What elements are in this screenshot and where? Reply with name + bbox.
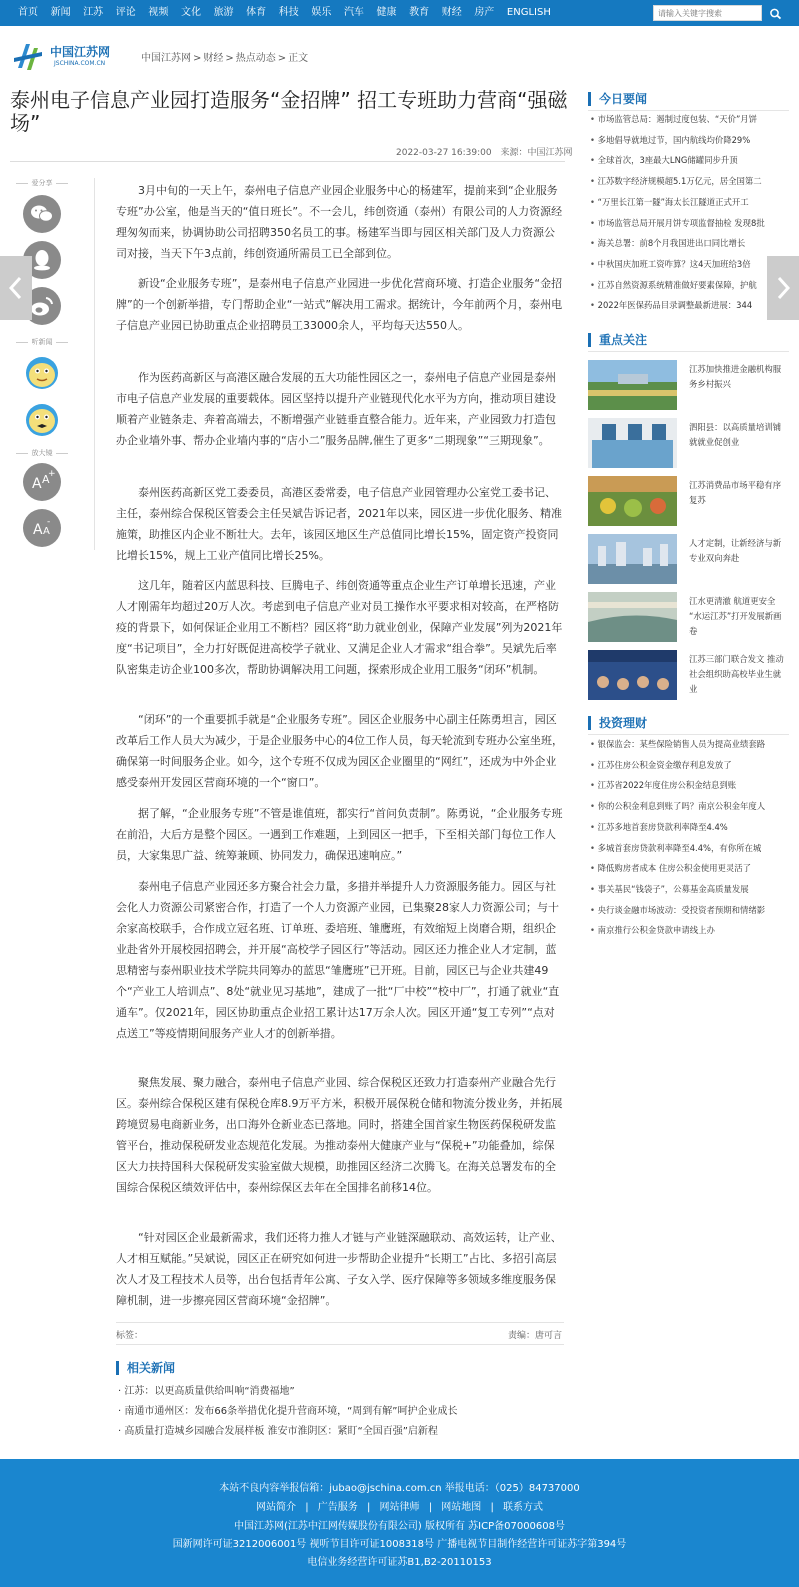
footer-separator: |	[490, 1502, 494, 1513]
finance-news-item[interactable]: • 江苏住房公积金资金缴存利息发放了	[590, 755, 789, 776]
today-news-item[interactable]: • 江苏自然资源系统精准做好要素保障，护航	[590, 275, 789, 296]
focus-item[interactable]	[588, 476, 789, 526]
today-news-item[interactable]: • 中秋国庆加班工资咋算？这4天加班给3倍	[590, 254, 789, 275]
logo-subtext: JSCHINA.COM.CN	[54, 60, 106, 67]
tags-divider	[116, 1344, 564, 1345]
article-paragraph: “针对园区企业最新需求，我们还将力推人才链与产业链深融联动、高效运转，让产业、人才相互赋能。”吴斌说，园区正在研究如何进一步帮助企业提升“长期工”占比、多招引高层次人才及工程技术人员等，出台包括青年公寓、子女入学、医疗保障等多领域多维度服务保障机制，进一步擦亮园区营商环境“金招牌”。	[116, 1231, 562, 1307]
article-paragraph: “闭环”的一个重要抓手就是“企业服务专班”。园区企业服务中心副主任陈勇坦言，园区改革后工作人员大为减少，于是企业服务中心的4位工作人员，每天轮流到专班办公室坐班，确保第一时间服务企业。如今，这个专班不仅成为园区企业圈里的“网红”，还成为中外企业感受泰州开发园区营商环境的一个“窗口”。	[116, 713, 563, 789]
article-paragraph: 作为医药高新区与高港区融合发展的五大功能性园区之一，泰州电子信息产业园是泰州市电子信息产业发展的重要载体。园区坚持以提升产业链现代化水平为方向，推动项目建设顺着产业链条走、奔着高端去，不断增强产业链垂直整合能力。近年来，产业园致力打造包办企业墙外事、帮办企业墙内事的“店小二”服务品牌,催生了更多“二期现象”“三期现象”。	[116, 371, 556, 447]
publish-date: 2022-03-27 16:39:00	[396, 148, 492, 158]
font-increase-icon	[23, 463, 61, 501]
nav-item[interactable]: 体育	[246, 7, 267, 18]
focus-thumbnail	[588, 476, 677, 526]
footer-license: 电信业务经营许可证苏B1,B2-20110153	[307, 1557, 492, 1568]
previous-article-button[interactable]	[0, 256, 32, 320]
nav-item[interactable]: 旅游	[213, 7, 234, 18]
related-news-item[interactable]: · 江苏：以更高质量供给叫响“消费福地”	[118, 1382, 457, 1402]
article-paragraph: 这几年，随着区内蓝思科技、巨腾电子、纬创资通等重点企业生产订单增长迅速，产业人才刚需年均超过20万人次。考虑到电子信息产业对员工操作水平要求相对较高，在严格防疫的背景下，如何保证企业用工不断档？园区将“助力就业创业，保障产业发展”列为2021年度“书记项目”，全力打好既促进高校学子就业、又满足企业人才需求“组合拳”。吴斌先后率队密集走访企业100多次，帮助协调解决用工问题，探索形成企业用工服务“闭环”机制。	[116, 579, 563, 676]
breadcrumb-home[interactable]: 中国江苏网	[141, 53, 191, 64]
main-nav	[18, 0, 563, 26]
wechat-icon	[23, 195, 61, 233]
focus-caption: 江苏三部门联合发文 推动社会组织助高校毕业生就业	[689, 654, 784, 694]
related-news-item[interactable]: · 高质量打造城乡园融合发展样板 淮安市淮阴区：紧盯“全国百强”启新程	[118, 1422, 457, 1442]
finance-news-list	[590, 734, 789, 941]
breadcrumb-finance[interactable]: 财经	[203, 53, 224, 64]
font-decrease-icon	[23, 509, 61, 547]
nav-item[interactable]: 健康	[376, 7, 397, 18]
logo-mark-icon	[12, 38, 48, 74]
font-decrease-button[interactable]	[23, 509, 61, 547]
chevron-left-icon	[0, 256, 32, 320]
focus-title: 重点关注	[588, 333, 647, 347]
zoom-label: 放大镜	[12, 448, 72, 458]
footer-link-contact[interactable]: 联系方式	[503, 1502, 543, 1513]
top-navigation-bar	[0, 0, 799, 26]
today-news-title: 今日要闻	[588, 92, 647, 106]
body-divider	[116, 1322, 564, 1323]
today-news-item[interactable]: • 市场监管总局：遏制过度包装、“天价”月饼	[590, 109, 789, 130]
font-increase-button[interactable]	[23, 463, 61, 501]
nav-item[interactable]: ENGLISH	[506, 7, 551, 18]
nav-item[interactable]: 汽车	[343, 7, 364, 18]
listen-icon	[23, 353, 61, 391]
today-news-item[interactable]: • 多地倡导就地过节，国内航线均价降29%	[590, 130, 789, 151]
article-source: 来源：中国江苏网	[500, 148, 573, 158]
focus-item[interactable]	[588, 418, 789, 468]
article-paragraph: 3月中旬的一天上午，泰州电子信息产业园企业服务中心的杨建军，提前来到“企业服务专班”办公室，他是当天的“值日班长”。不一会儿，纬创资通（泰州）有限公司的人力资源经理匆匆而来，协调协助公司招聘350名员工的事。杨建军当即与园区相关部门及人力资源公司对接，当天下午3点前，纬创资通所需员工已全部到位。	[116, 184, 563, 260]
share-divider	[94, 178, 95, 550]
svg-text:A: A	[33, 522, 43, 538]
focus-caption: 江苏加快推进金融机构服务乡村振兴	[689, 364, 782, 389]
article-meta	[396, 145, 578, 158]
svg-text:A: A	[42, 473, 50, 486]
editor-credit: 责编：唐可言	[508, 1331, 563, 1341]
article-paragraph: 聚焦发展、聚力融合，泰州电子信息产业园、综合保税区还致力打造泰州产业融合先行区。泰州综合保税区建有保税仓库8.9万平方米，积极开展保税仓储和物流分拨业务，并拓展跨境贸易电商新业务，出口海外仓新业态已落地。同时，搭建全国首家生物医药保税研发监管平台，推动保税研发业态规范化发展。为推动泰州大健康产业与“保税+”功能叠加，综保区大力扶持国科大保税研发实验室做大规模，助推园区经济二次腾飞。在海关总署发布的全国综合保税区绩效评估中，泰州综保区去年在全国排名前移14位。	[116, 1076, 563, 1194]
footer-separator: |	[305, 1502, 309, 1513]
article-paragraph: 据了解，“企业服务专班”不管是谁值班，都实行“首问负责制”。陈勇说，“企业服务专班在前沿，大后方是整个园区。一遇到工作难题，上到园区一把手，下至相关部门每位工作人员，大家集思广益、统筹兼顾、协同发力，确保迅速响应。”	[116, 807, 563, 862]
finance-news-item[interactable]: • 多城首套房贷款利率降至4.4%，有你所在城	[590, 838, 789, 859]
focus-divider	[588, 351, 789, 352]
today-news-item[interactable]: • 江苏数字经济规模超5.1万亿元，居全国第二	[590, 171, 789, 192]
focus-thumbnail	[588, 418, 677, 468]
wechat-share-button[interactable]	[23, 195, 61, 233]
breadcrumb-separator: >	[193, 53, 202, 64]
title-divider	[10, 161, 565, 162]
nav-item[interactable]: 财经	[441, 7, 462, 18]
today-news-item[interactable]: • 2022年医保药品目录调整最新进展：344	[590, 295, 789, 316]
finance-news-item[interactable]: • 江苏多地首套房贷款利率降至4.4%	[590, 817, 789, 838]
svg-text:-: -	[47, 517, 51, 527]
focus-item[interactable]	[588, 592, 789, 642]
nav-item[interactable]: 江苏	[83, 7, 104, 18]
nav-item[interactable]: 教育	[409, 7, 430, 18]
nav-item[interactable]: 娱乐	[311, 7, 332, 18]
logo-text: 中国江苏网	[50, 45, 111, 59]
focus-thumbnail	[588, 650, 677, 700]
listen-alt-icon	[23, 400, 61, 438]
finance-news-item[interactable]: • 央行谈金融市场波动：受投资者预期和情绪影	[590, 900, 789, 921]
today-news-item[interactable]: • 海关总署：前8个月我国进出口同比增长	[590, 233, 789, 254]
related-news-list	[118, 1382, 457, 1442]
breadcrumb	[141, 49, 310, 64]
nav-item[interactable]: 科技	[278, 7, 299, 18]
focus-caption: 江水更清澈 航道更安全 “水运江苏”打开发展新画卷	[689, 596, 782, 636]
focus-caption: 江苏消费品市场平稳有序复苏	[689, 480, 782, 505]
footer-separator: |	[366, 1502, 371, 1513]
focus-thumbnail	[588, 360, 677, 410]
breadcrumb-separator: >	[277, 53, 287, 64]
today-news-item[interactable]: • 全球首次，3座最大LNG储罐同步升顶	[590, 150, 789, 171]
focus-thumbnail	[588, 534, 677, 584]
listen-alt-button[interactable]	[23, 400, 61, 438]
finance-news-item[interactable]: • 事关基民“钱袋子”，公募基金高质量发展	[590, 879, 789, 900]
finance-news-item[interactable]: • 你的公积金利息到账了吗？南京公积金年度人	[590, 796, 789, 817]
listen-button[interactable]	[23, 353, 61, 391]
site-logo[interactable]	[12, 38, 122, 74]
focus-thumbnail	[588, 592, 677, 642]
breadcrumb-current: 正文	[288, 53, 309, 64]
magnifier-icon	[768, 7, 784, 21]
breadcrumb-separator: >	[225, 53, 234, 64]
footer-link-lawyer[interactable]: 网站律师	[379, 1502, 420, 1513]
listen-label: 听新闻	[12, 337, 72, 347]
footer-link-ads[interactable]: 广告服务	[317, 1502, 358, 1513]
today-news-list	[590, 109, 789, 316]
svg-text:A: A	[43, 526, 50, 537]
footer-report: 本站不良内容举报信箱：jubao@jschina.com.cn 举报电话：（025）84737000	[219, 1483, 580, 1494]
today-news-item[interactable]: • 市场监管总局开展月饼专项监督抽检 发现8批	[590, 213, 789, 234]
footer-links	[0, 1498, 799, 1513]
finance-news-item[interactable]: • 南京推行公积金贷款申请线上办	[590, 920, 789, 941]
finance-news-item[interactable]: • 银保监会：某些保险销售人员为提高业绩套路	[590, 734, 789, 755]
footer-separator: |	[428, 1502, 433, 1513]
nav-item[interactable]: 评论	[115, 7, 136, 18]
finance-title: 投资理财	[588, 716, 647, 730]
footer-copyright: 中国江苏网(江苏中江网传媒股份有限公司) 版权所有 苏ICP备07000608号	[233, 1521, 566, 1532]
footer-link-about[interactable]: 网站简介	[256, 1502, 296, 1513]
nav-item[interactable]: 新闻	[50, 7, 71, 18]
share-label: 爱分享	[12, 178, 72, 188]
finance-news-item[interactable]: • 江苏省2022年度住房公积金结息到账	[590, 775, 789, 796]
site-footer	[0, 1459, 799, 1587]
related-news-item[interactable]: · 南通市通州区：发布66条举措优化提升营商环境，“周到有解”呵护企业成长	[118, 1402, 457, 1422]
footer-license: 国新网许可证3212006001号 视听节目许可证1008318号 广播电视节目制作经营许可证苏字第394号	[172, 1539, 627, 1550]
search-button[interactable]	[768, 6, 784, 20]
finance-news-item[interactable]: • 降低购房者成本 住房公积金使用更灵活了	[590, 858, 789, 879]
today-news-item[interactable]: • “万里长江第一隧”海太长江隧道正式开工	[590, 192, 789, 213]
focus-item[interactable]	[588, 534, 789, 584]
nav-item[interactable]: 视频	[148, 7, 169, 18]
nav-item[interactable]: 房产	[474, 7, 495, 18]
article-title: 泰州电子信息产业园打造服务“金招牌” 招工专班助力营商“强磁场”	[10, 88, 568, 135]
focus-item[interactable]	[588, 360, 789, 410]
article-paragraph: 泰州电子信息产业园还多方聚合社会力量，多措并举提升人力资源服务能力。园区与社会化人力资源公司紧密合作，打造了一个人力资源产业园，已集聚28家人力资源公司；与十余家高校联手，合作成立冠名班、订单班、委培班、雏鹰班，有效缩短上岗磨合期，组织企业赴省外开展校园招聘会，并开展“高校学子园区行”等活动。园区还力推企业人才定制，蓝思精密与泰州职业技术学院共同筹办的蓝思“雏鹰班”已开班。目前，园区已与企业共建49个“产业工人培训点”、8处“就业见习基地”，建成了一批“厂中校”“校中厂”，打通了就业“直通车”。仅2021年，园区协助重点企业招工累计达17万余人次。园区开通“复工专列”“点对点送工”等疫情期间服务产业人才的创新举措。	[116, 880, 560, 1040]
nav-item[interactable]: 首页	[18, 7, 38, 18]
svg-text:A: A	[32, 476, 42, 492]
focus-caption: 人才定制，让新经济与新专业双向奔赴	[689, 538, 782, 563]
focus-item[interactable]	[588, 650, 789, 700]
article-paragraph: 泰州医药高新区党工委委员，高港区委常委，电子信息产业园管理办公室党工委书记、主任，泰州综合保税区管委会主任吴斌告诉记者，2021年以来，园区进一步优化服务、精准施策，助推区内企业不断壮大。去年，该园区地区生产总值同比增长15%，固定资产投资同比增长15%，规上工业产值同比增长25%。	[116, 486, 562, 562]
nav-item[interactable]: 文化	[180, 7, 201, 18]
article-paragraph: 新设“企业服务专班”，是泰州电子信息产业园进一步优化营商环境、打造企业服务“金招牌”的一个创新举措，专门帮助企业“一站式”解决用工需求。据统计，今年前两个月，泰州电子信息产业园已协助重点企业招聘员工33000余人，平均每天达550人。	[116, 277, 563, 332]
breadcrumb-hot-news[interactable]: 热点动态	[235, 53, 276, 64]
footer-link-sitemap[interactable]: 网站地图	[441, 1502, 482, 1513]
tags-label: 标签：	[116, 1331, 144, 1341]
focus-caption: 泗阳县：以高质量培训铺就就业促创业	[689, 422, 782, 447]
search-input[interactable]	[653, 5, 762, 21]
related-news-title: 相关新闻	[116, 1361, 175, 1375]
svg-text:+: +	[48, 469, 56, 479]
